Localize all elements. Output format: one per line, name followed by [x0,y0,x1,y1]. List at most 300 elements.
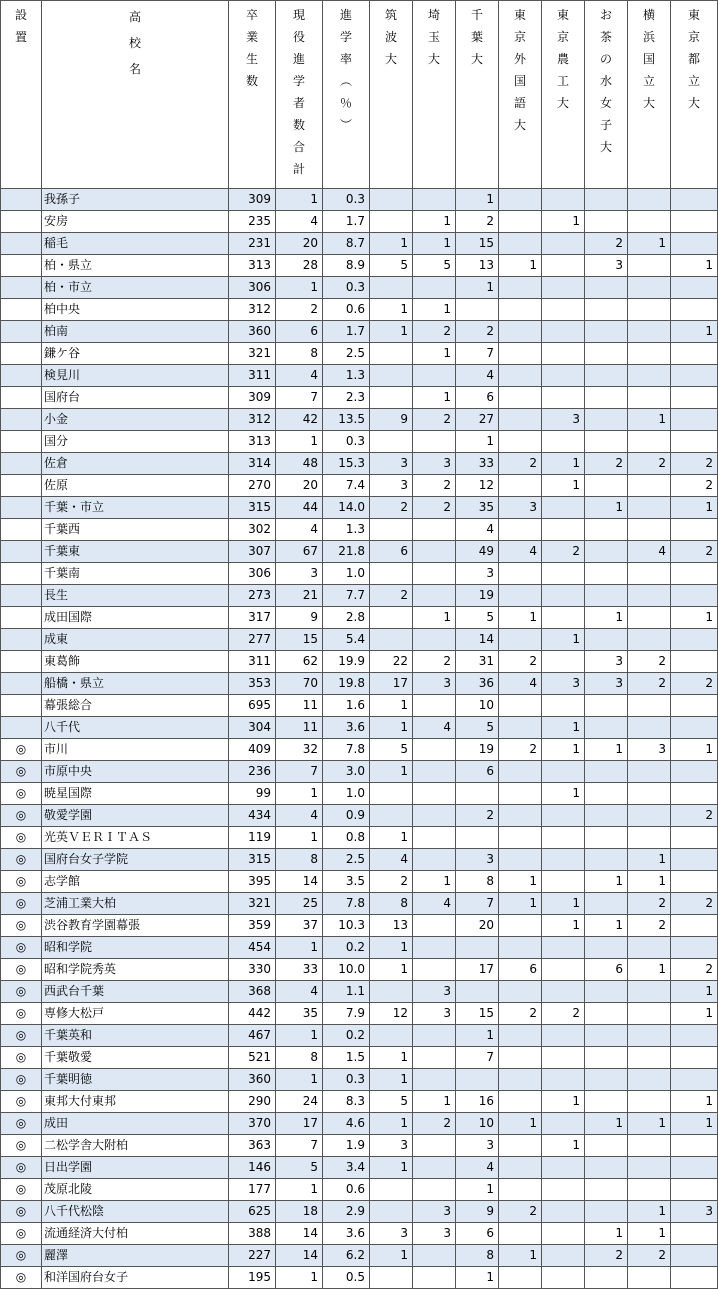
value-cell: 1.5 [323,1047,370,1069]
school-name-cell: 長生 [42,585,229,607]
value-cell [585,761,628,783]
value-cell: 20 [456,915,499,937]
value-cell [413,1157,456,1179]
table-row [1,387,718,409]
value-cell [628,563,671,585]
value-cell: 20 [276,233,323,255]
value-cell [628,321,671,343]
value-cell: 1 [671,1003,718,1025]
table-row [1,1245,718,1267]
value-cell [499,981,542,1003]
value-cell: 24 [276,1091,323,1113]
header-char: 都 [687,52,700,66]
value-cell: 2 [585,1245,628,1267]
value-cell [628,629,671,651]
value-cell [456,783,499,805]
value-cell: 270 [229,475,276,497]
value-cell [671,783,718,805]
value-cell: 1.0 [323,563,370,585]
value-cell [585,1179,628,1201]
value-cell [413,761,456,783]
value-cell: 11 [276,695,323,717]
value-cell [499,387,542,409]
value-cell: 4 [370,849,413,871]
value-cell [585,409,628,431]
header-char: 合 [292,140,305,154]
value-cell: 2 [671,959,718,981]
header-tufs [499,1,542,189]
value-cell: 434 [229,805,276,827]
value-cell: 2 [671,673,718,695]
value-cell: 0.2 [323,937,370,959]
table-row [1,695,718,717]
value-cell [370,1267,413,1289]
value-cell: 4 [628,541,671,563]
value-cell [671,827,718,849]
value-cell [499,1069,542,1091]
value-cell [413,189,456,211]
value-cell [585,1069,628,1091]
table-row [1,431,718,453]
value-cell [370,805,413,827]
value-cell [413,365,456,387]
school-name-cell: 東邦大付東邦 [42,1091,229,1113]
value-cell [585,563,628,585]
value-cell [413,563,456,585]
value-cell [370,211,413,233]
school-name-cell: 志学館 [42,871,229,893]
value-cell: 1.7 [323,211,370,233]
settei-cell [1,255,42,277]
value-cell [585,211,628,233]
table-row [1,475,718,497]
value-cell: 1 [542,475,585,497]
value-cell: 370 [229,1113,276,1135]
value-cell [628,805,671,827]
value-cell: 14.0 [323,497,370,519]
settei-cell [1,189,42,211]
school-name-cell: 幕張総合 [42,695,229,717]
value-cell: 36 [456,673,499,695]
value-cell: 1 [370,1047,413,1069]
value-cell [628,299,671,321]
value-cell [542,1047,585,1069]
table-row [1,893,718,915]
value-cell: 1 [276,783,323,805]
value-cell: 4 [456,519,499,541]
value-cell: 309 [229,189,276,211]
school-name-cell: 千葉東 [42,541,229,563]
header-char: 横 [642,8,655,22]
value-cell [370,607,413,629]
value-cell [628,387,671,409]
value-cell [542,827,585,849]
value-cell [671,1157,718,1179]
value-cell: 11 [276,717,323,739]
settei-cell [1,277,42,299]
value-cell: 388 [229,1223,276,1245]
value-cell [499,211,542,233]
header-char: ％ [339,96,352,110]
value-cell: 6 [499,959,542,981]
school-name-cell: 市原中央 [42,761,229,783]
value-cell [585,541,628,563]
value-cell: 5 [370,255,413,277]
header-char: 数 [292,118,305,132]
header-char: 女 [599,96,612,110]
value-cell [542,431,585,453]
value-cell [542,695,585,717]
value-cell [542,321,585,343]
value-cell [370,387,413,409]
school-name-cell: 麗澤 [42,1245,229,1267]
value-cell: 1 [456,1179,499,1201]
header-char: 学 [339,30,352,44]
value-cell: 4 [276,211,323,233]
value-cell [413,629,456,651]
table-row [1,1047,718,1069]
school-name-cell: 茂原北陵 [42,1179,229,1201]
value-cell [499,277,542,299]
table-row [1,805,718,827]
header-graduates [229,1,276,189]
value-cell: 1 [456,1025,499,1047]
settei-cell [1,651,42,673]
value-cell [499,827,542,849]
value-cell: 4.6 [323,1113,370,1135]
value-cell: 7 [456,1047,499,1069]
settei-cell [1,673,42,695]
value-cell [499,1223,542,1245]
school-name-cell: 八千代 [42,717,229,739]
value-cell: 17 [370,673,413,695]
value-cell: 2 [671,475,718,497]
header-char: 玉 [427,30,440,44]
value-cell [585,849,628,871]
value-cell: 1 [671,255,718,277]
value-cell: 2 [370,871,413,893]
value-cell [413,1025,456,1047]
value-cell: 2 [628,1245,671,1267]
value-cell [542,519,585,541]
value-cell [542,805,585,827]
value-cell: 1 [276,1069,323,1091]
value-cell [413,849,456,871]
value-cell [456,299,499,321]
table-row [1,211,718,233]
settei-cell: ◎ [1,739,42,761]
value-cell: 1 [628,959,671,981]
value-cell: 2 [671,805,718,827]
value-cell: 4 [499,673,542,695]
value-cell: 14 [276,871,323,893]
header-char: 大 [556,96,569,110]
value-cell: 0.2 [323,1025,370,1047]
header-char: 農 [556,52,569,66]
table-row [1,1113,718,1135]
header-char: 大 [427,52,440,66]
value-cell [413,695,456,717]
settei-cell [1,607,42,629]
value-cell: 3 [413,1223,456,1245]
school-name-cell: 我孫子 [42,189,229,211]
table-row [1,607,718,629]
value-cell [499,343,542,365]
value-cell: 2 [585,233,628,255]
school-name-cell: 国府台女子学院 [42,849,229,871]
value-cell: 1 [276,1179,323,1201]
value-cell: 2 [671,893,718,915]
school-name-cell: 流通経済大付柏 [42,1223,229,1245]
value-cell [628,761,671,783]
header-rate [323,1,370,189]
value-cell: 1 [276,277,323,299]
value-cell [585,695,628,717]
value-cell [542,189,585,211]
value-cell: 1 [276,937,323,959]
header-char: 京 [687,30,700,44]
value-cell: 4 [413,717,456,739]
header-char: 率 [339,52,352,66]
value-cell [542,277,585,299]
value-cell [585,827,628,849]
value-cell: 3 [413,1201,456,1223]
value-cell [542,871,585,893]
value-cell: 1 [456,1267,499,1289]
header-char: 生 [245,52,258,66]
value-cell [499,1025,542,1047]
table-row [1,849,718,871]
value-cell: 28 [276,255,323,277]
value-cell [542,651,585,673]
value-cell [585,343,628,365]
table-row [1,255,718,277]
school-name-cell: 安房 [42,211,229,233]
value-cell: 2.3 [323,387,370,409]
header-char: 東 [556,8,569,22]
header-char: 大 [470,52,483,66]
value-cell: 2.5 [323,849,370,871]
value-cell [628,1069,671,1091]
value-cell: 1 [499,1113,542,1135]
value-cell: 8 [370,893,413,915]
value-cell [671,387,718,409]
value-cell: 3 [499,497,542,519]
value-cell: 314 [229,453,276,475]
value-cell: 442 [229,1003,276,1025]
settei-cell [1,299,42,321]
settei-cell: ◎ [1,1003,42,1025]
value-cell [413,1245,456,1267]
school-name-cell: 千葉敬愛 [42,1047,229,1069]
table-row [1,673,718,695]
settei-cell: ◎ [1,871,42,893]
settei-cell [1,343,42,365]
table-row [1,937,718,959]
value-cell [585,277,628,299]
value-cell: 235 [229,211,276,233]
header-tuat [542,1,585,189]
table-row [1,1267,718,1289]
value-cell: 2 [413,321,456,343]
value-cell: 1 [542,717,585,739]
value-cell: 1 [456,189,499,211]
value-cell [499,849,542,871]
value-cell [370,343,413,365]
settei-cell: ◎ [1,1267,42,1289]
value-cell: 1 [671,321,718,343]
value-cell [499,1267,542,1289]
value-cell [585,431,628,453]
value-cell: 8 [276,1047,323,1069]
table-row [1,783,718,805]
value-cell [585,1201,628,1223]
value-cell: 31 [456,651,499,673]
value-cell [370,1179,413,1201]
value-cell: 1 [542,739,585,761]
settei-cell [1,695,42,717]
value-cell [671,1135,718,1157]
value-cell: 3 [585,673,628,695]
value-cell [585,717,628,739]
value-cell: 1.7 [323,321,370,343]
value-cell: 6.2 [323,1245,370,1267]
value-cell: 1 [370,1245,413,1267]
value-cell: 119 [229,827,276,849]
table-row [1,233,718,255]
table-row [1,189,718,211]
value-cell [628,189,671,211]
value-cell: 1 [499,871,542,893]
value-cell: 277 [229,629,276,651]
value-cell [370,365,413,387]
value-cell: 1 [499,607,542,629]
header-char: 国 [642,52,655,66]
value-cell: 1 [542,915,585,937]
value-cell: 306 [229,277,276,299]
value-cell: 368 [229,981,276,1003]
value-cell [585,519,628,541]
value-cell [628,1047,671,1069]
value-cell: 3 [413,673,456,695]
school-name-cell: 千葉南 [42,563,229,585]
value-cell: 8 [456,1245,499,1267]
value-cell: 311 [229,651,276,673]
value-cell: 10 [456,1113,499,1135]
header-char: 大 [599,140,612,154]
value-cell [628,255,671,277]
value-cell: 1 [585,1113,628,1135]
value-cell: 14 [276,1223,323,1245]
value-cell: 1 [370,717,413,739]
header-char: 埼 [427,8,440,22]
header-tmu [671,1,718,189]
value-cell: 10.3 [323,915,370,937]
value-cell [671,519,718,541]
settei-cell [1,475,42,497]
value-cell: 6 [456,387,499,409]
value-cell: 21 [276,585,323,607]
value-cell: 1.9 [323,1135,370,1157]
value-cell [499,519,542,541]
value-cell: 0.6 [323,299,370,321]
value-cell: 309 [229,387,276,409]
value-cell: 70 [276,673,323,695]
value-cell [370,563,413,585]
value-cell: 35 [276,1003,323,1025]
value-cell: 2.8 [323,607,370,629]
value-cell [628,211,671,233]
value-cell: 363 [229,1135,276,1157]
value-cell: 0.6 [323,1179,370,1201]
value-cell: 3 [276,563,323,585]
value-cell [671,1025,718,1047]
value-cell [499,1135,542,1157]
value-cell: 5 [276,1157,323,1179]
value-cell [499,783,542,805]
value-cell [499,761,542,783]
value-cell: 44 [276,497,323,519]
value-cell [413,1267,456,1289]
value-cell [671,629,718,651]
header-tsukuba [370,1,413,189]
value-cell: 1 [499,255,542,277]
value-cell: 1 [628,1113,671,1135]
value-cell: 1 [276,1025,323,1047]
table-row [1,915,718,937]
value-cell [628,475,671,497]
value-cell [542,1157,585,1179]
value-cell: 13 [370,915,413,937]
value-cell: 12 [456,475,499,497]
table-row [1,585,718,607]
value-cell: 1 [413,871,456,893]
value-cell: 1 [413,343,456,365]
value-cell: 1 [585,739,628,761]
header-char: 大 [513,118,526,132]
value-cell [499,563,542,585]
header-school-name [42,1,229,189]
value-cell: 15 [456,233,499,255]
value-cell [413,277,456,299]
value-cell: 7 [276,761,323,783]
value-cell [671,849,718,871]
header-char: 大 [642,96,655,110]
value-cell [585,981,628,1003]
value-cell [542,981,585,1003]
value-cell: 2 [413,497,456,519]
value-cell: 19.8 [323,673,370,695]
value-cell [585,1157,628,1179]
value-cell [413,1179,456,1201]
school-name-cell: 敬愛学園 [42,805,229,827]
value-cell: 14 [456,629,499,651]
value-cell: 19 [456,739,499,761]
value-cell: 1.3 [323,519,370,541]
value-cell: 4 [456,1157,499,1179]
value-cell: 360 [229,1069,276,1091]
settei-cell: ◎ [1,1157,42,1179]
value-cell [628,695,671,717]
school-name-cell: 検見川 [42,365,229,387]
value-cell [628,717,671,739]
header-char: 数 [245,74,258,88]
value-cell [542,1025,585,1047]
value-cell: 4 [276,519,323,541]
settei-cell: ◎ [1,1179,42,1201]
table-row [1,1003,718,1025]
value-cell [671,1267,718,1289]
